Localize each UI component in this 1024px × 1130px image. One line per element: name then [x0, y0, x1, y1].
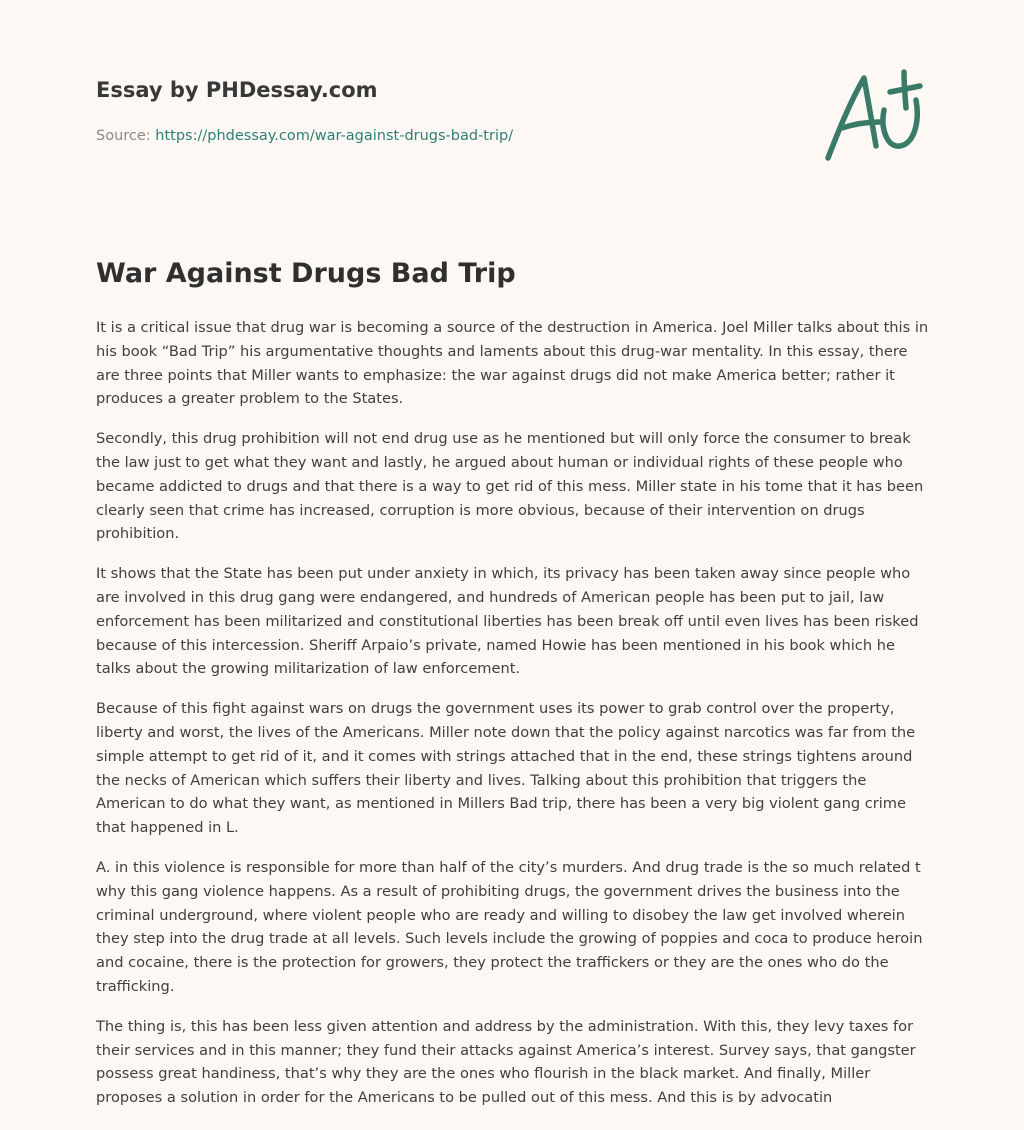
essay-paragraph: The thing is, this has been less given attention and address by the administration. With this, they levy taxes for their services and in this manner; they fund their attacks against America’s interest. Survey says, that gangster possess great handiness, that’s why they are the ones who flourish in the black market. And finally, Miller proposes a solution in order for the Americans to be pulled out of this mess. And this is by advocatin: [96, 1017, 916, 1107]
essay-paragraph: Secondly, this drug prohibition will not end drug use as he mentioned but will only force the consumer to break the law just to get what they want and lastly, he argued about human or individual rights of these people who became addicted to drugs and that there is a way to get rid of this mess. Miller state in his tome that it has been clearly seen that crime has increased, corruption is more obvious, because of their intervention on drugs prohibition.: [96, 430, 924, 543]
page-header: [96, 76, 796, 146]
essay-paragraph: A. in this violence is responsible for more than half of the city’s murders. And drug trade is the so much related t why this gang violence happens. As a result of prohibiting drugs, the government drives the business into the criminal underground, where violent people who are ready and willing to disobey the law get involved wherein they step into the drug trade at all levels. Such levels include the growing of poppies and coca to produce heroin and cocaine, there is the protection for growers, they protect the traffickers or they are the ones who do the trafficking.: [96, 858, 923, 995]
source-line: [96, 126, 796, 146]
essay-body: [96, 316, 932, 1116]
source-label: Source:: [96, 128, 156, 144]
essay-paragraph: It is a critical issue that drug war is becoming a source of the destruction in America. Joel Miller talks about this in his book “Bad Trip” his argumentative thoughts and laments about this drug-war mentality. In this essay, there are three points that Miller wants to emphasize: the war against drugs did not make America better; rather it produces a greater problem to the States.: [96, 319, 929, 408]
essay-paragraph: It shows that the State has been put under anxiety in which, its privacy has been taken away since people who are involved in this drug gang were endangered, and hundreds of American people has been put to jail, law enforcement has been militarized and constitutional liberties has been break off until even lives has been risked because of this intercession. Sheriff Arpaio’s private, named Howie has been mentioned in his book which he talks about the growing militarization of law enforcement.: [96, 565, 919, 678]
essay-title: War Against Drugs Bad Trip: [96, 258, 516, 289]
a-plus-logo-icon: [820, 66, 928, 166]
source-link[interactable]: https://phdessay.com/war-against-drugs-bad-trip/: [155, 128, 514, 144]
site-brand: Essay by PHDessay.com: [96, 78, 378, 102]
essay-paragraph: Because of this fight against wars on drugs the government uses its power to grab control over the property, liberty and worst, the lives of the Americans. Miller note down that the policy against narcotics was far from the simple attempt to get rid of it, and it comes with strings attached that in the end, these strings tightens around the necks of American which suffers their liberty and lives. Talking about this prohibition that triggers the American to do what they want, as mentioned in Millers Bad trip, there has been a very big violent gang crime that happened in L.: [96, 700, 916, 837]
